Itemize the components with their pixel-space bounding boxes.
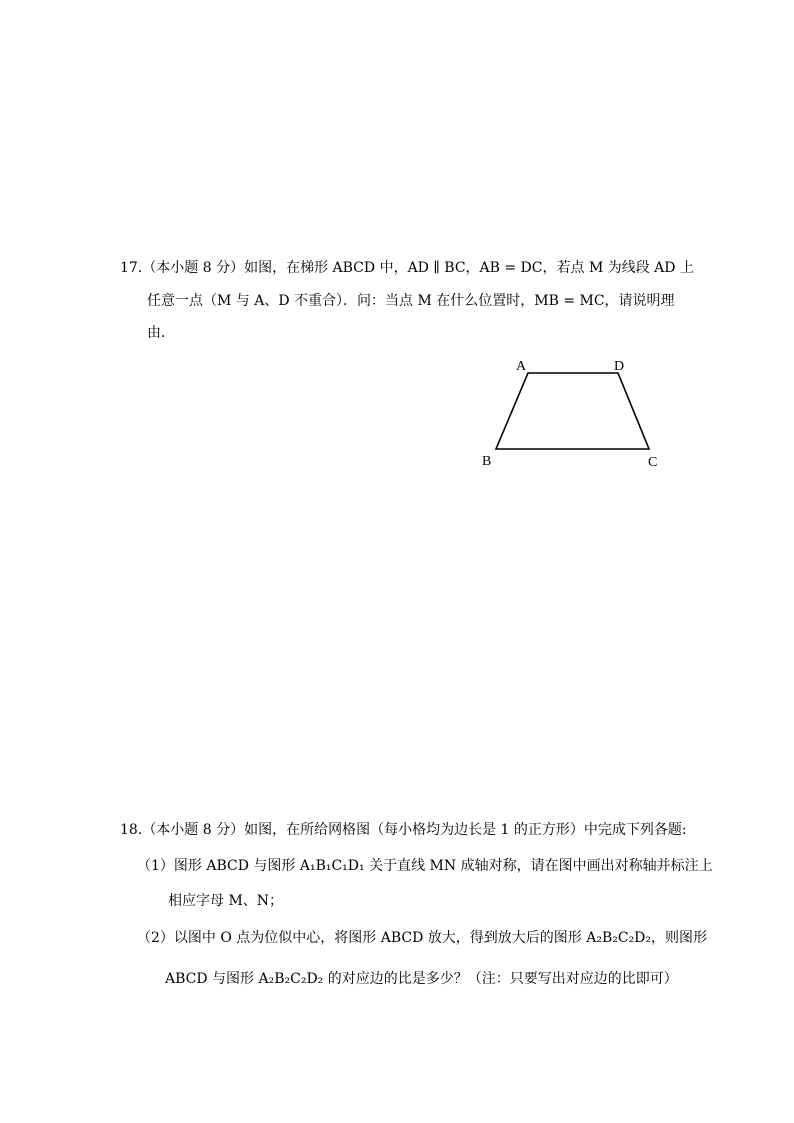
q18-part1-line-1: （1）图形 ABCD 与图形 A₁B₁C₁D₁ 关于直线 MN 成轴对称，请在图中画出对称轴并标注上 [137, 858, 713, 874]
trapezoid-abcd [496, 373, 649, 449]
vertex-label-b: B [482, 454, 492, 469]
vertex-label-a: A [516, 359, 527, 374]
q17-line-1: 17.（本小题 8 分）如图，在梯形 ABCD 中，AD ∥ BC，AB = DC，若点 M 为线段 AD 上 [120, 260, 694, 276]
vertex-label-d: D [614, 359, 625, 374]
q17-line-2: 任意一点（M 与 A、D 不重合）．问：当点 M 在什么位置时，MB = MC，请说明理 [147, 293, 675, 309]
q17-line-3: 由． [147, 325, 175, 341]
trapezoid-figure [478, 352, 668, 477]
q18-part1-line-2: 相应字母 M、N； [168, 893, 284, 909]
trapezoid-diagram [478, 352, 668, 477]
q18-line-1: 18.（本小题 8 分）如图，在所给网格图（每小格均为边长是 1 的正方形）中完成下列各题: [120, 822, 687, 838]
q18-part2-line-2: ABCD 与图形 A₂B₂C₂D₂ 的对应边的比是多少？（注：只要写出对应边的比即可） [165, 971, 678, 987]
q18-part2-line-1: （2）以图中 O 点为位似中心，将图形 ABCD 放大，得到放大后的图形 A₂B₂C₂D₂，则图形 [137, 930, 708, 946]
vertex-label-c: C [648, 455, 658, 470]
